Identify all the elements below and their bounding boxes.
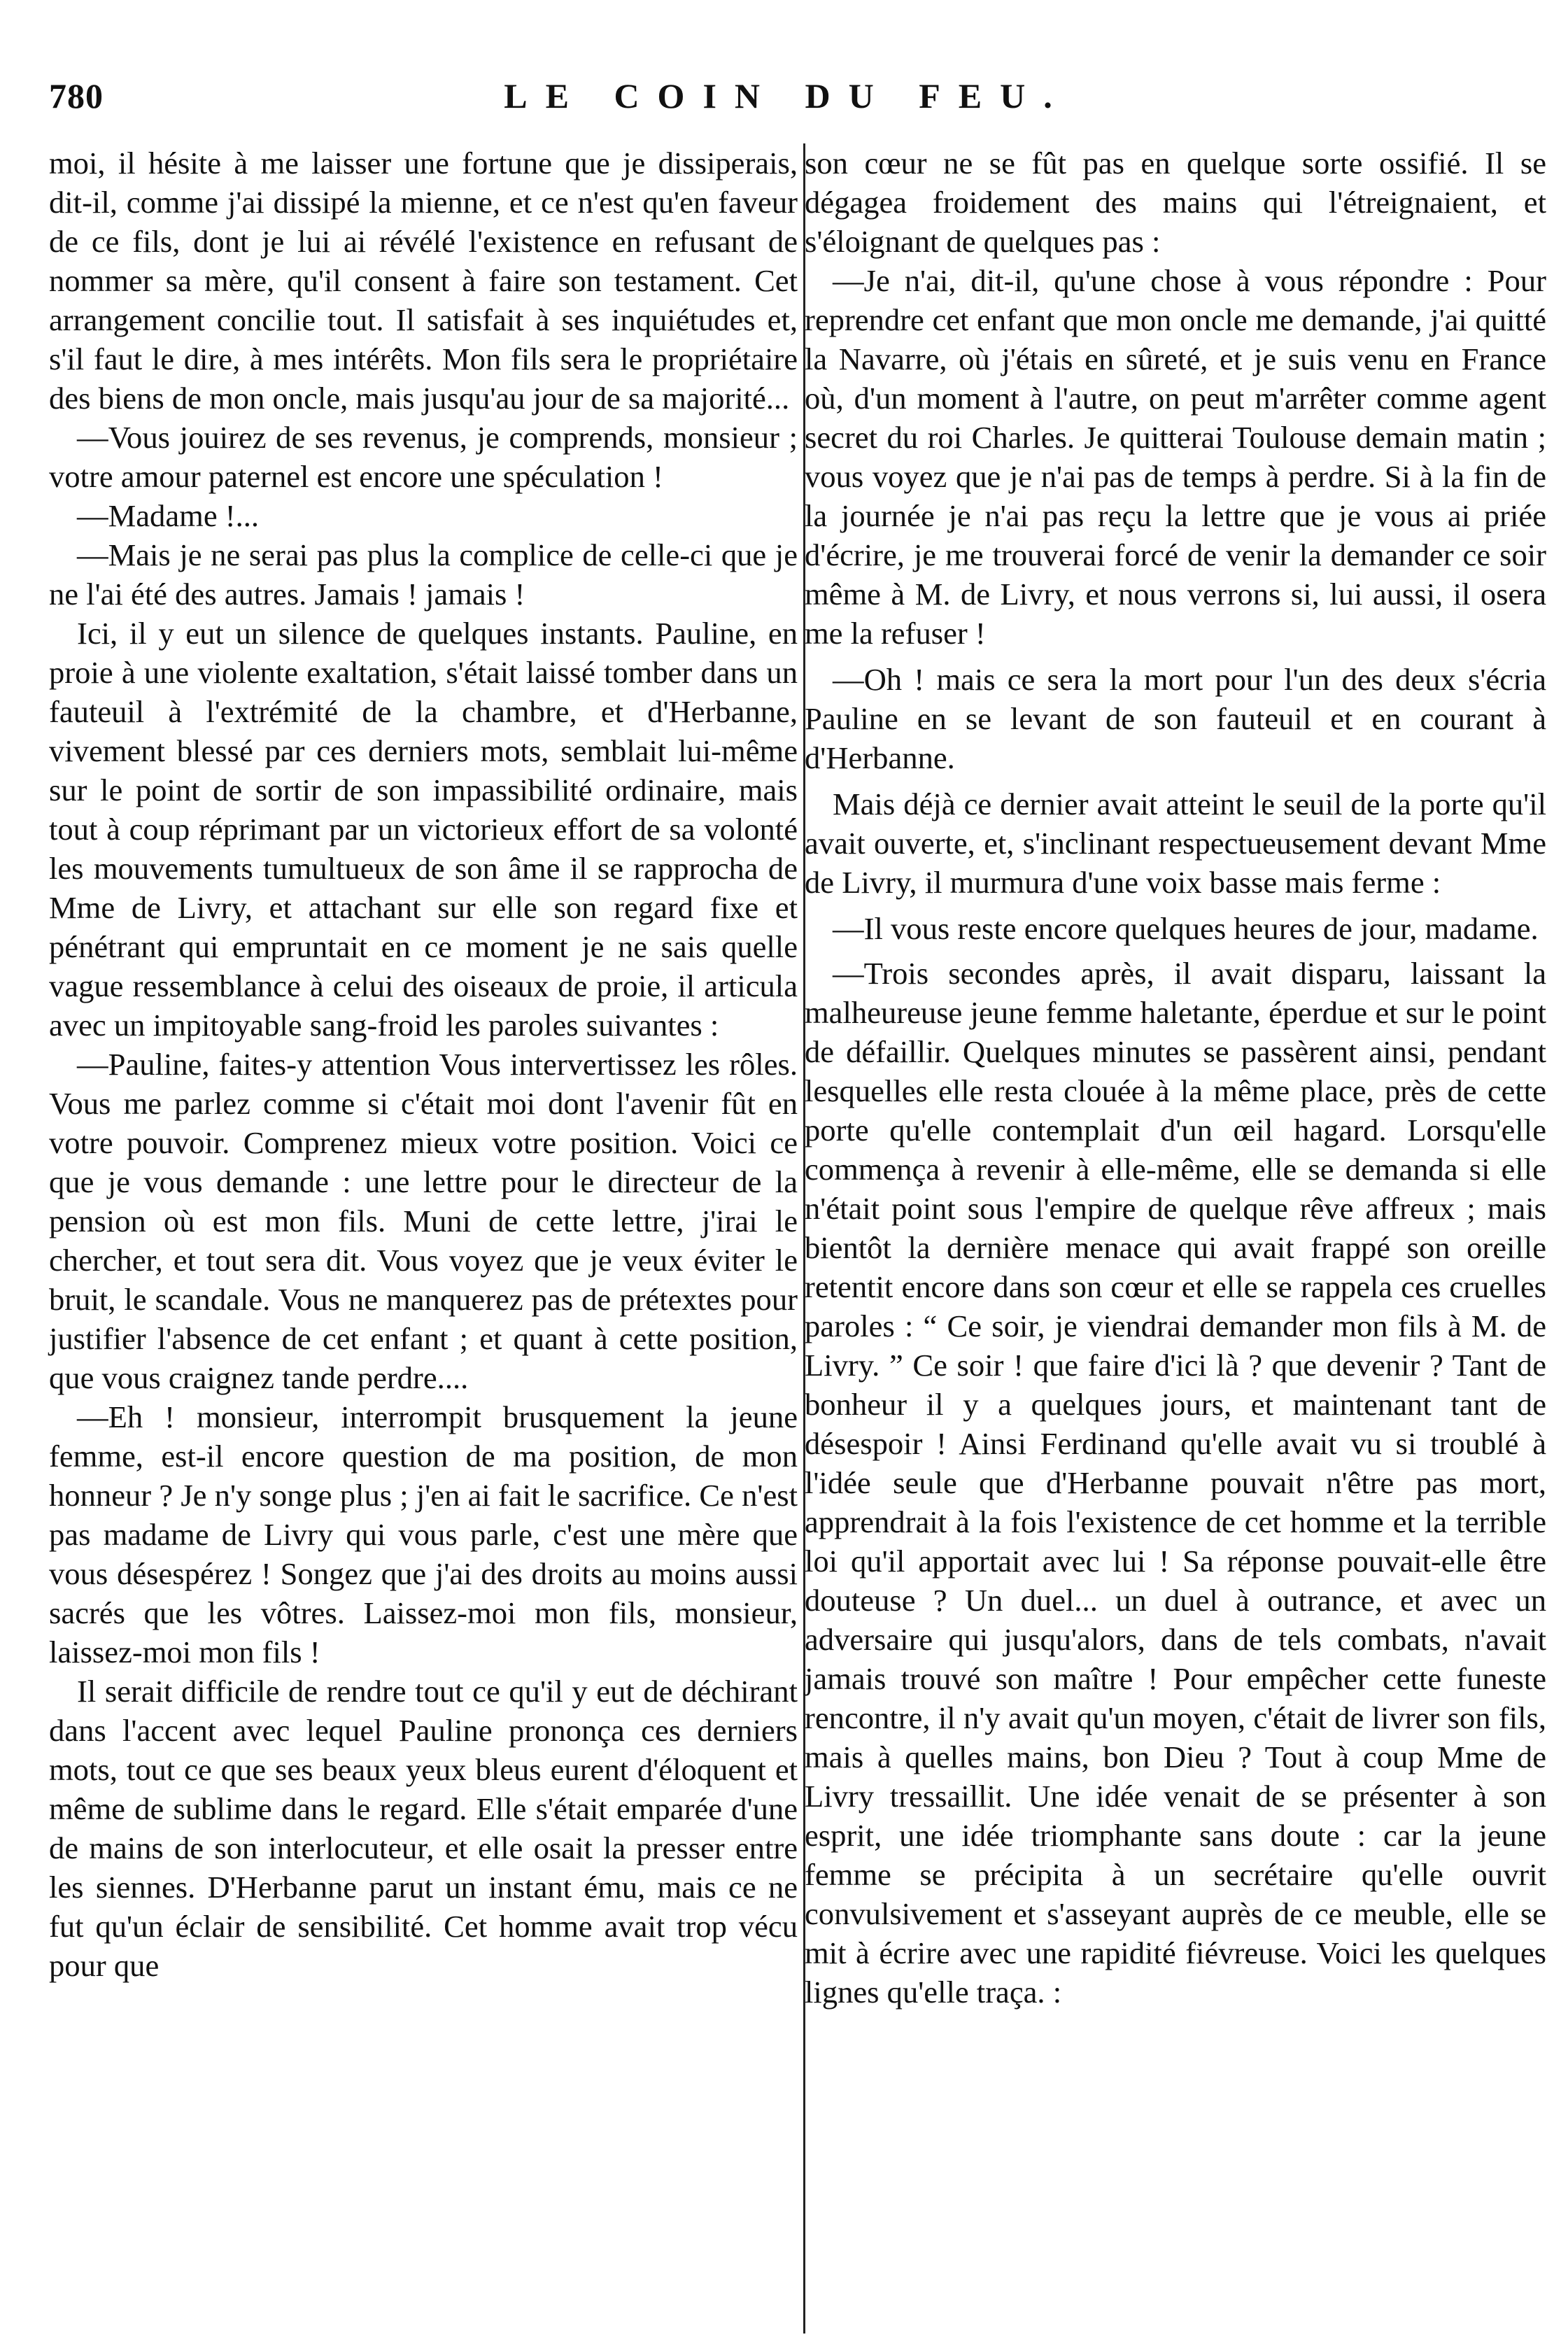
paragraph: —Il vous reste encore quelques heures de jour, madame.: [833, 911, 1539, 946]
paragraph: —Mais je ne serai pas plus la complice de celle-ci que je ne l'ai été des autres. Jamais ! jamais !: [49, 537, 798, 612]
page-number: 780: [49, 76, 104, 115]
paragraph: —Pauline, faites-y attention Vous intervertissez les rôles. Vous me parlez comme si c'était moi dont l'avenir fût en votre pouvoir. Comprenez mieux votre position. Voici ce que je vous demande : une lettre pour le directeur de la pension où est mon fils. Muni de cette lettre, j'irai le chercher, et tout sera dit. Vous voyez que je veux éviter le bruit, le scandale. Vous ne manquerez pas de prétextes pour justifier l'absence de cet enfant ; et quant à cette position, que vous craignez tande perdre....: [49, 1047, 798, 1395]
page-header: [49, 76, 1525, 132]
paragraph: Il serait difficile de rendre tout ce qu'il y eut de déchirant dans l'accent avec lequel Pauline prononça ces derniers mots, tout ce que ses beaux yeux bleus eurent d'éloquent et même de sublime dans le regard. Elle s'était emparée d'une de mains de son interlocuteur, et elle osait la presser entre les siennes. D'Herbanne parut un instant ému, mais ce ne fut qu'un éclair de sensibilité. Cet homme avait trop vécu pour que: [49, 1674, 798, 1983]
paragraph: —Madame !...: [77, 498, 260, 533]
paragraph: —Trois secondes après, il avait disparu, laissant la malheureuse jeune femme haletante, éperdue et sur le point de défaillir. Quelques minutes se passèrent ainsi, pendant lesquelles elle resta clouée à la même place, près de cette porte qu'elle contemplait d'un œil hagard. Lorsqu'elle commença à revenir à elle-même, elle se demanda si elle n'était point sous l'empire de quelque rêve affreux ; mais bientôt la dernière menace qui avait frappé son oreille retentit encore dans son cœur et elle se rappela ces cruelles paroles : “ Ce soir, je viendrai demander mon fils à M. de Livry. ” Ce soir ! que faire d'ici là ? que devenir ? Tant de bonheur il y a quelques jours, et maintenant tant de désespoir ! Ainsi Ferdinand qu'elle avait vu si troublé à l'idée seule que d'Herbanne pouvait n'être pas mort, apprendrait à la fois l'existence de cet homme et la terrible loi qu'il apportait avec lui ! Sa réponse pouvait-elle être douteuse ? Un duel... un duel à outrance, et avec un adversaire qui jusqu'alors, dans de tels combats, n'avait jamais trouvé son maître ! Pour empêcher cette funeste rencontre, il n'y avait qu'un moyen, c'était de livrer son fils, mais à quelles mains, bon Dieu ? Tout à coup Mme de Livry tressaillit. Une idée venait de se présenter à son esprit, une idée triomphante sans doute : car la jeune femme se précipita à un secrétaire qu'elle ouvrit convulsivement et s'asseyant auprès de ce meuble, elle se mit à écrire avec une rapidité fiévreuse. Voici les quelques lignes qu'elle traça. :: [805, 956, 1546, 2010]
paragraph: —Je n'ai, dit-il, qu'une chose à vous répondre : Pour reprendre cet enfant que mon oncle me demande, j'ai quitté la Navarre, où j'étais en sûreté, et je suis venu en France où, d'un moment à l'autre, on peut m'arrêter comme agent secret du roi Charles. Je quitterai Toulouse demain matin ; vous voyez que je n'ai pas de temps à perdre. Si à la fin de la journée je n'ai pas reçu la lettre que je vous ai priée d'écrire, je me trouverai forcé de venir la demander ce soir même à M. de Livry, et nous verrons si, lui aussi, il osera me la refuser !: [805, 263, 1546, 651]
paragraph: —Vous jouirez de ses revenus, je comprends, monsieur ; votre amour paternel est encore une spéculation !: [49, 420, 798, 494]
paragraph: —Eh ! monsieur, interrompit brusquement la jeune femme, est-il encore question de ma position, de mon honneur ? Je n'y songe plus ; j'en ai fait le sacrifice. Ce n'est pas madame de Livry qui vous parle, c'est une mère que vous désespérez ! Songez que j'ai des droits au moins aussi sacrés que les vôtres. Laissez-moi mon fils, monsieur, laissez-moi mon fils !: [49, 1399, 798, 1669]
left-column: [49, 143, 798, 1985]
running-title: LE COIN DU FEU.: [504, 76, 1071, 115]
right-column: [805, 143, 1546, 2012]
paragraph: son cœur ne se fût pas en quelque sorte ossifié. Il se dégagea froidement des mains qui l'étreignaient, et s'éloignant de quelques pas :: [805, 146, 1546, 259]
paragraph: —Oh ! mais ce sera la mort pour l'un des deux s'écria Pauline en se levant de son fauteuil et en courant à d'Herbanne.: [805, 662, 1546, 775]
paragraph: Ici, il y eut un silence de quelques instants. Pauline, en proie à une violente exaltation, s'était laissé tomber dans un fauteuil à l'extrémité de la chambre, et d'Herbanne, vivement blessé par ces derniers mots, semblait lui-même sur le point de sortir de son impassibilité ordinaire, mais tout à coup réprimant par un victorieux effort de sa volonté les mouvements tumultueux de son âme il se rapprocha de Mme de Livry, et attachant sur elle son regard fixe et pénétrant qui empruntait en ce moment je ne sais quelle vague ressemblance à celui des oiseaux de proie, il articula avec un impitoyable sang-froid les paroles suivantes :: [49, 616, 798, 1043]
paragraph: moi, il hésite à me laisser une fortune que je dissiperais, dit-il, comme j'ai dissipé la mienne, et ce n'est qu'en faveur de ce fils, dont je lui ai révélé l'existence en refusant de nommer sa mère, qu'il consent à faire son testament. Cet arrangement concilie tout. Il satisfait à ses inquiétudes et, s'il faut le dire, à mes intérêts. Mon fils sera le propriétaire des biens de mon oncle, mais jusqu'au jour de sa majorité...: [49, 146, 798, 416]
paragraph: Mais déjà ce dernier avait atteint le seuil de la porte qu'il avait ouverte, et, s'inclinant respectueusement devant Mme de Livry, il murmura d'une voix basse mais ferme :: [805, 786, 1546, 900]
